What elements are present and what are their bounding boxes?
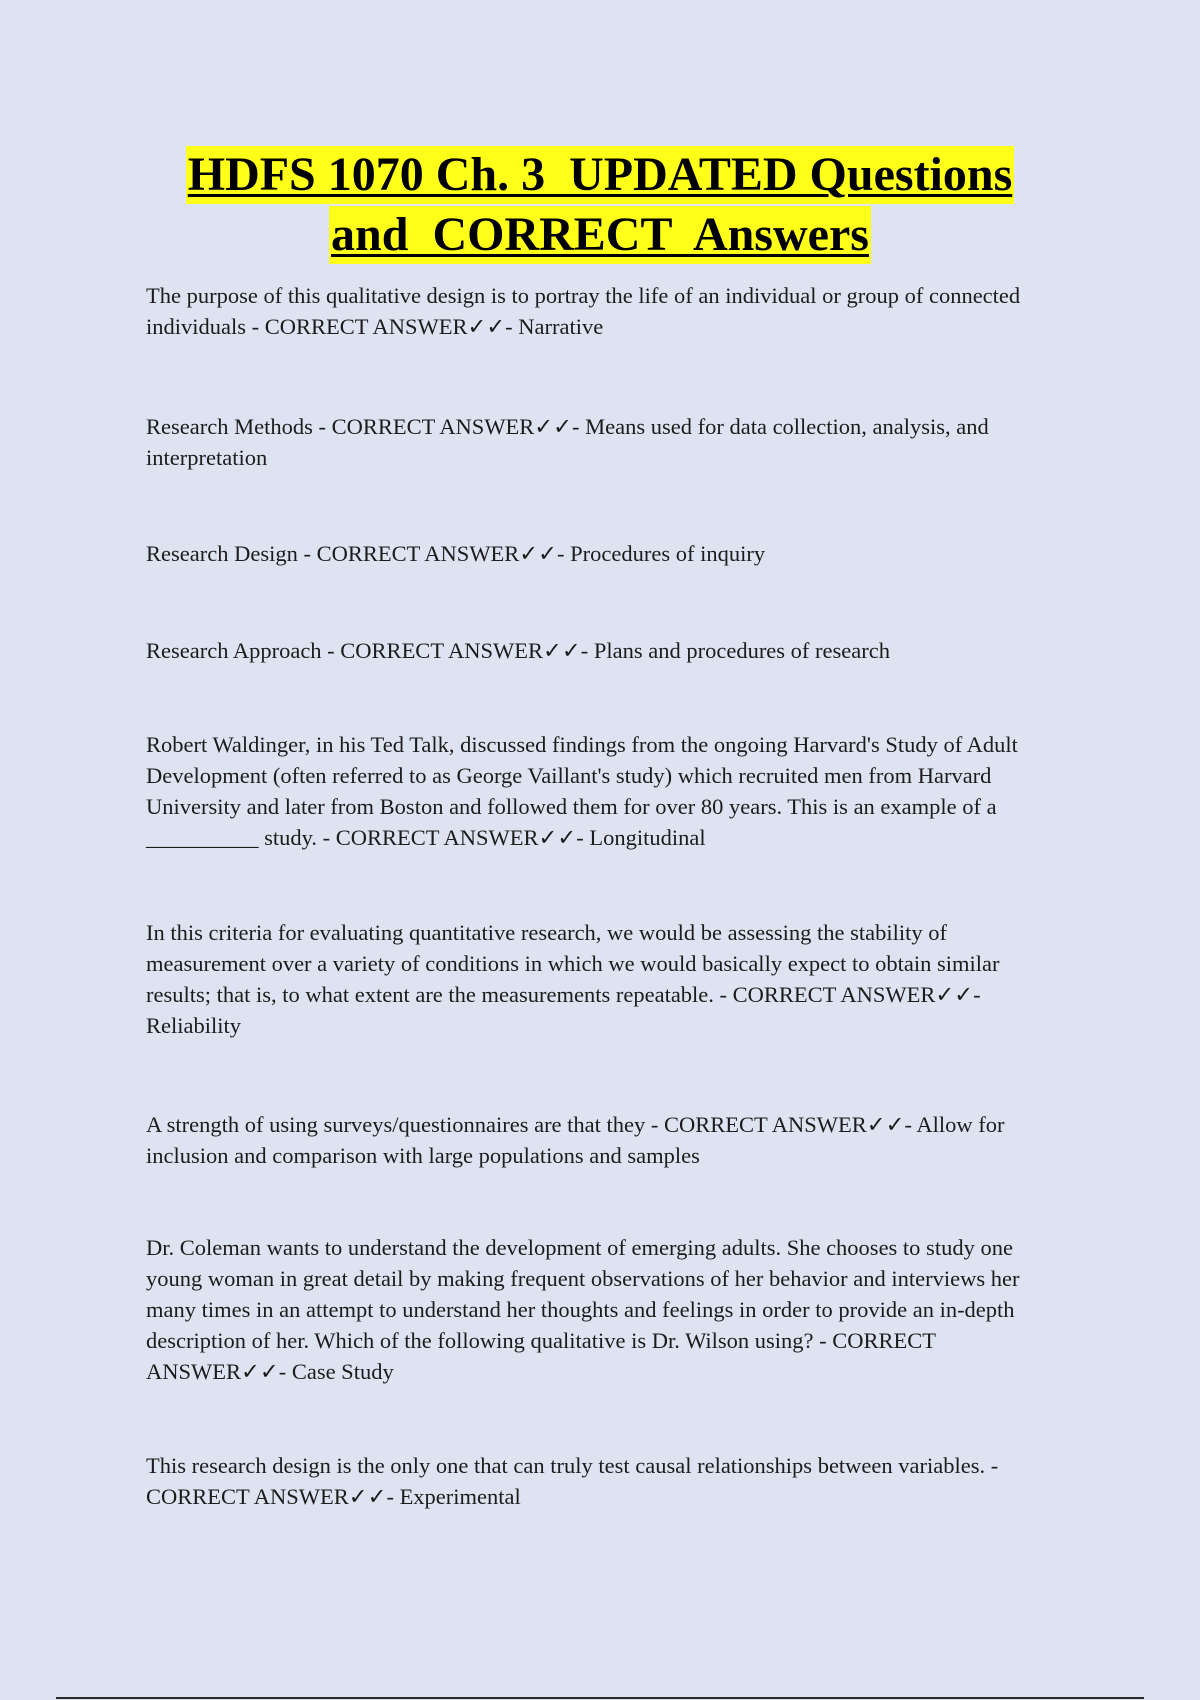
qa-item-research-methods: Research Methods - CORRECT ANSWER✓✓- Means used for data collection, analysis, and interpretation (146, 414, 995, 470)
qa-item-research-approach: Research Approach - CORRECT ANSWER✓✓- Plans and procedures of research (146, 638, 890, 663)
qa-item-research-design: Research Design - CORRECT ANSWER✓✓- Procedures of inquiry (146, 541, 766, 566)
qa-item-surveys: A strength of using surveys/questionnaires are that they - CORRECT ANSWER✓✓- Allow for inclusion and comparison with large populations and samples (146, 1112, 1011, 1168)
qa-item-narrative: The purpose of this qualitative design is to portray the life of an individual or group of connected individuals - CORRECT ANSWER✓✓- Narrative (146, 283, 1026, 339)
page-bottom-rule (56, 1697, 1144, 1699)
qa-item-case-study: Dr. Coleman wants to understand the development of emerging adults. She chooses to study one young woman in great detail by making frequent observations of her behavior and interviews her many times in an attempt to understand her thoughts and feelings in order to provide an in-depth description of her. Which of the following qualitative is Dr. Wilson using? - CORRECT ANSWER✓✓- Case Study (146, 1235, 1026, 1384)
qa-item-experimental: This research design is the only one that can truly test causal relationships between variables. - CORRECT ANSWER✓✓- Experimental (146, 1453, 1004, 1509)
title-line-1: HDFS 1070 Ch. 3 UPDATED Questions (186, 146, 1015, 204)
qa-item-reliability: In this criteria for evaluating quantitative research, we would be assessing the stability of measurement over a variety of conditions in which we would basically expect to obtain similar results; that is, to what extent are the measurements repeatable. - CORRECT ANSWER✓✓- Reliability (146, 920, 1006, 1038)
qa-item-longitudinal: Robert Waldinger, in his Ted Talk, discussed findings from the ongoing Harvard's Study of Adult Development (often referred to as George Vaillant's study) which recruited men from Harvard University and later from Boston and followed them for over 80 years. This is an example of a __________ study. - CORRECT ANSWER✓✓- Longitudinal (146, 732, 1024, 850)
title-line-2: and CORRECT Answers (329, 206, 871, 264)
document-title (0, 146, 1200, 266)
